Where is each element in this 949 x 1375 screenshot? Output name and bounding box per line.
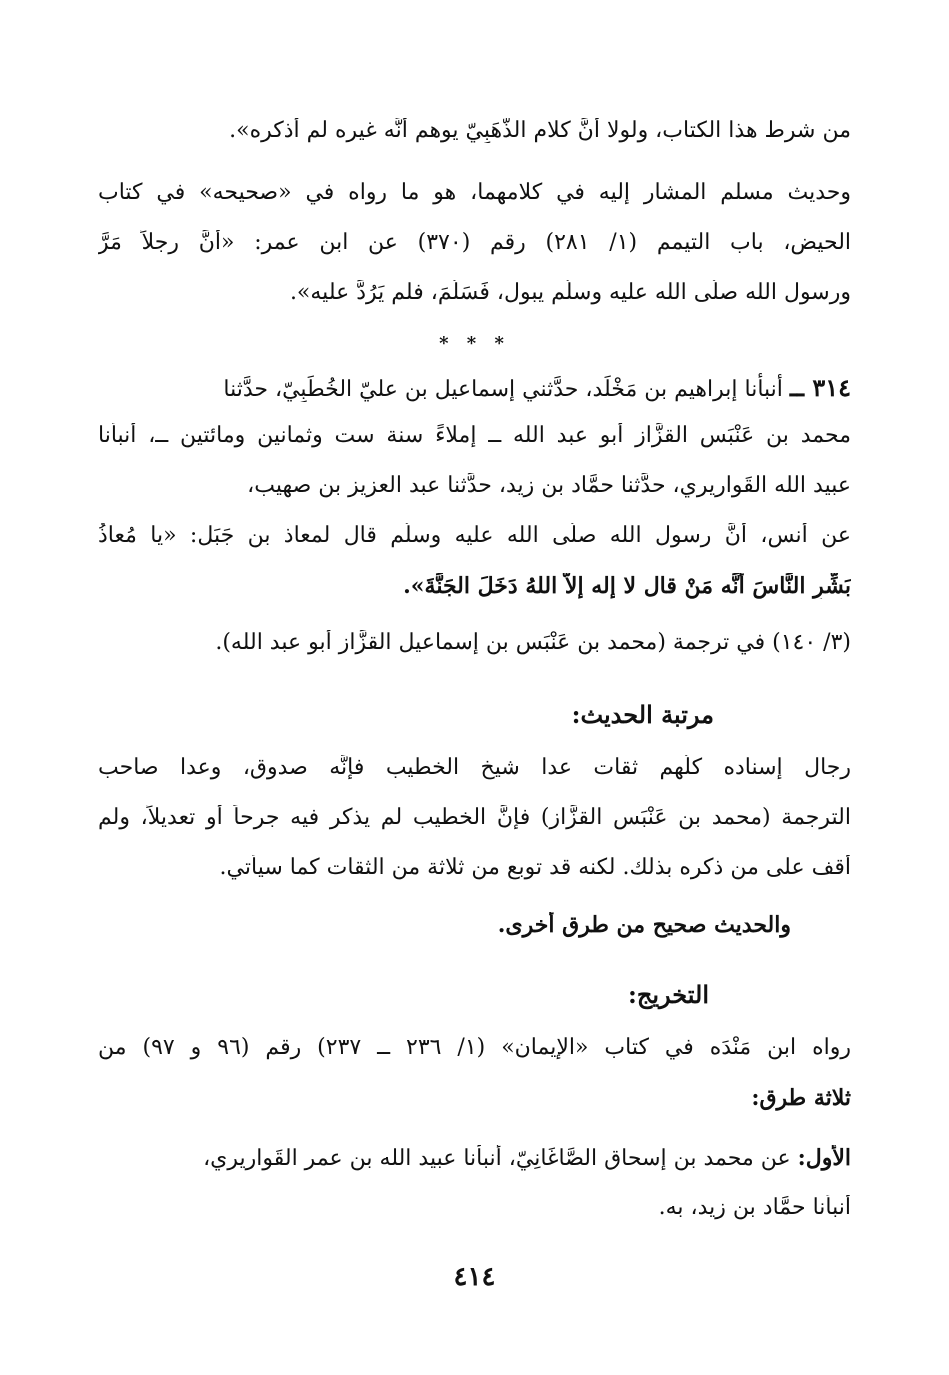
hadith-number: ٣١٤ ــ <box>789 373 851 402</box>
text-line: الترجمة (محمد بن عَنْبَس القزَّاز) فإنَّ الخطيب لم يذكر فيه جرحاً أو تعديلاً، ولم <box>98 805 851 830</box>
hadith-first-line <box>98 373 851 402</box>
text-line: الحيض، باب التيمم (١/ ٢٨١) رقم (٣٧٠) عن ابن عمر: «أنَّ رجلاً مَرَّ <box>98 230 851 255</box>
text-line: أقف على من ذكره بذلك. لكنه قد توبع من ثلاثة من الثقات كما سيأتي. <box>219 855 851 880</box>
citation-line: (٣/ ١٤٠) في ترجمة (محمد بن عَنْبَس بن إسماعيل القزَّاز أبو عبد الله). <box>215 630 851 655</box>
text-line: أنبأنا حمَّاد بن زيد، به. <box>658 1195 851 1220</box>
text-line: عن أنس، أنَّ رسول الله صلَّى الله عليه وسلَّم قال لمعاذ بن جَبَل: «يا مُعاذُ <box>98 523 851 548</box>
section-heading-grade: مرتبة الحديث: <box>571 700 714 729</box>
text-line: محمد بن عَنْبَس القزَّاز أبو عبد الله ــ إملاءً سنة ست وثمانين ومائتين ــ، أنبأنا <box>98 423 851 448</box>
text-line: ورسول الله صلَّى الله عليه وسلَّم يبول، فَسَلَّمَ، فلم يَرُدَّ عليه». <box>289 280 851 305</box>
text-line: وحديث مسلم المشار إليه في كلامهما، هو ما رواه في «صحيحه» في كتاب <box>98 180 851 205</box>
text-line: من شرط هذا الكتاب، ولولا أنَّ كلام الذَّهَبِيّ يوهم أنَّه غيره لم أذكره». <box>229 118 851 143</box>
text-line: والحديث صحيح من طرق أخرى. <box>497 912 791 938</box>
section-heading-takhrij: التخريج: <box>628 980 709 1009</box>
text-line: عبيد الله القَواريري، حدَّثنا حمَّاد بن زيد، حدَّثنا عبد العزيز بن صهيب، <box>247 473 851 498</box>
hadith-text: أنبأنا إبراهيم بن مَخْلَد، حدَّثني إسماعيل بن عليّ الخُطَبِيّ، حدَّثنا <box>223 377 783 402</box>
page-number: ٤١٤ <box>453 1262 496 1292</box>
route-label: الأول: <box>797 1145 851 1171</box>
route-text: عن محمد بن إسحاق الصَّاغَانِيّ، أنبأنا عبيد الله بن عمر القَواريري، <box>203 1146 791 1171</box>
route-first-line <box>98 1145 851 1171</box>
text-line: رواه ابن مَنْدَه في كتاب «الإيمان» (١/ ٢٣٦ ــ ٢٣٧) رقم (٩٦ و ٩٧) من <box>98 1035 851 1060</box>
text-line: رجال إسناده كلّهم ثقات عدا شيخ الخطيب فإنَّه صدوق، وعدا صاحب <box>98 755 851 780</box>
section-separator: * * * <box>439 333 510 354</box>
text-line: بَشِّرِ النَّاسَ أنَّه مَنْ قال لا إله إلاَّ اللهُ دَخَلَ الجَنَّةَ». <box>403 573 851 599</box>
text-line: ثلاثة طرق: <box>751 1085 851 1111</box>
